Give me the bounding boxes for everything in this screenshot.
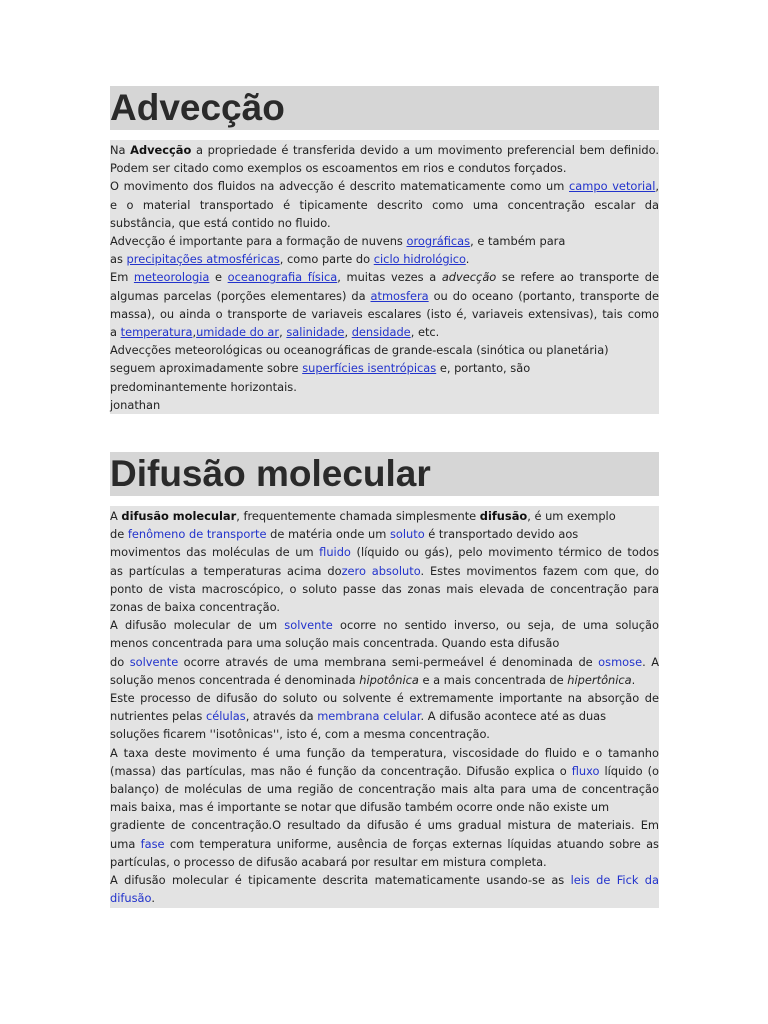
paragraph-line: menos concentrada para uma solução mais concentrada. Quando esta difusão (110, 636, 560, 651)
paragraph-line: movimentos das moléculas de um fluido (líquido ou gás), pelo movimento térmico de todos (110, 545, 660, 560)
paragraph-line: Na Advecção a propriedade é transferida devido a um movimento preferencial bem definido. (110, 143, 659, 157)
paragraph-line: mais baixa, mas é importante se notar que difusão também ocorre onde não existe um (110, 800, 610, 815)
paragraph-line: Advecção é importante para a formação de nuvens orográficas, e também para (110, 234, 566, 249)
link-superficies-isentropicas[interactable]: superfícies isentrópicas (302, 361, 437, 376)
paragraph-line: balanço) de moléculas de uma região de concentração mais alta para uma de concentração (110, 782, 659, 797)
paragraph-line: de fenômeno de transporte de matéria onde um soluto é transportado devido aos (110, 527, 579, 542)
paragraph-line: uma fase com temperatura uniforme, ausência de forças externas líquidas atuando sobre as (110, 836, 659, 851)
link-soluto[interactable]: soluto (389, 527, 425, 542)
paragraph-line: soluções ficarem ''isotônicas'', isto é, com a mesma concentração. (110, 727, 490, 742)
section-title-difusao-molecular: Difusão molecular (110, 452, 659, 496)
paragraph-line: nutrientes pelas células, através da membrana celular. A difusão acontece até as duas (110, 709, 607, 724)
paragraph-line: difusão. (110, 891, 155, 906)
author-line: jonathan (110, 397, 161, 412)
link-celulas[interactable]: células (205, 709, 246, 724)
link-densidade[interactable]: densidade (351, 325, 411, 340)
link-campo-vetorial[interactable]: campo vetorial (569, 179, 656, 194)
link-precipitacoes-atmosfericas[interactable]: precipitações atmosféricas (126, 252, 280, 267)
paragraph-line: seguem aproximadamente sobre superfícies isentrópicas e, portanto, são (110, 361, 531, 376)
link-osmose[interactable]: osmose (598, 654, 643, 669)
link-salinidade[interactable]: salinidade (286, 325, 345, 340)
paragraph-line: algumas parcelas (porções elementares) da atmosfera ou do oceano (portanto, transporte de (110, 288, 659, 303)
section-title-adveccao: Advecção (110, 86, 659, 130)
paragraph-line: A difusão molecular, frequentemente chamada simplesmente difusão, é um exemplo (110, 509, 616, 523)
link-fenomeno-de-transporte[interactable]: fenômeno de transporte (127, 527, 267, 542)
link-fluido[interactable]: fluido (319, 545, 351, 560)
paragraph-line: ponto de vista macroscópico, o soluto passe das zonas mais elevada de concentração para (110, 581, 659, 596)
paragraph-line: Em meteorologia e oceanografia física, muitas vezes a advecção se refere ao transporte de (110, 270, 660, 285)
section-body-difusao-molecular (110, 506, 659, 908)
paragraph-line: A difusão molecular de um solvente ocorre no sentido inverso, ou seja, de uma solução (110, 618, 659, 633)
link-leis-de-fick[interactable]: leis de Fick da (570, 873, 659, 888)
link-solvente[interactable]: solvente (284, 618, 333, 633)
paragraph-line: A difusão molecular é tipicamente descrita matematicamente usando-se as leis de Fick da (110, 873, 659, 888)
paragraph-line: as precipitações atmosféricas, como parte do ciclo hidrológico. (110, 252, 470, 267)
paragraph-line: predominantemente horizontais. (110, 379, 297, 394)
paragraph-line: Este processo de difusão do soluto ou solvente é extremamente importante na absorção de (110, 691, 659, 706)
paragraph-line: solução menos concentrada é denominada hipotônica e a mais concentrada de hipertônica. (110, 672, 636, 687)
paragraph-line: O movimento dos fluidos na advecção é descrito matematicamente como um campo vetorial, (110, 179, 659, 194)
link-oceanografia-fisica[interactable]: oceanografia física (227, 270, 338, 285)
paragraph-line: Podem ser citado como exemplos os escoamentos em rios e condutos forçados. (110, 161, 567, 176)
link-fluxo[interactable]: fluxo (571, 763, 600, 778)
paragraph-line: substância, que está contido no fluido. (110, 215, 331, 230)
link-orograficas[interactable]: orográficas (406, 234, 471, 249)
paragraph-line: partículas, o processo de difusão acabará por resultar em mistura completa. (110, 854, 547, 869)
paragraph-line: massa), ou ainda o transporte de variaveis escalares (isto é, variaveis extensivas), tais como (110, 306, 659, 321)
link-membrana-celular[interactable]: membrana celular (317, 709, 421, 724)
paragraph-line: as partículas a temperaturas acima dozero absoluto. Estes movimentos fazem com que, do (110, 563, 659, 578)
link-difusao[interactable]: difusão (110, 891, 152, 906)
paragraph-line: (massa) das partículas, mas não é função da concentração. Difusão explica o fluxo líquido (o (110, 763, 659, 778)
link-umidade-do-ar[interactable]: umidade do ar (196, 325, 280, 340)
link-zero-absoluto[interactable]: zero absoluto (341, 563, 421, 578)
paragraph-line: gradiente de concentração.O resultado da difusão é ums gradual mistura de materiais. Em (110, 818, 659, 833)
paragraph-line: A taxa deste movimento é uma função da temperatura, viscosidade do fluido e o tamanho (110, 745, 659, 760)
link-ciclo-hidrologico[interactable]: ciclo hidrológico (373, 252, 466, 267)
link-atmosfera[interactable]: atmosfera (370, 288, 429, 303)
paragraph-line: Advecções meteorológicas ou oceanográficas de grande-escala (sinótica ou planetária) (110, 343, 609, 358)
paragraph-line: zonas de baixa concentração. (110, 600, 280, 615)
paragraph-line: a temperatura,umidade do ar, salinidade, densidade, etc. (110, 325, 440, 340)
link-temperatura[interactable]: temperatura (120, 325, 193, 340)
paragraph-line: do solvente ocorre através de uma membrana semi-permeável é denominada de osmose. A (110, 654, 659, 669)
paragraph-line: e o material transportado é tipicamente descrito como uma concentração escalar da (110, 197, 659, 212)
link-meteorologia[interactable]: meteorologia (133, 270, 210, 285)
link-fase[interactable]: fase (140, 836, 165, 851)
link-solvente[interactable]: solvente (129, 654, 179, 669)
section-body-adveccao (110, 140, 659, 414)
